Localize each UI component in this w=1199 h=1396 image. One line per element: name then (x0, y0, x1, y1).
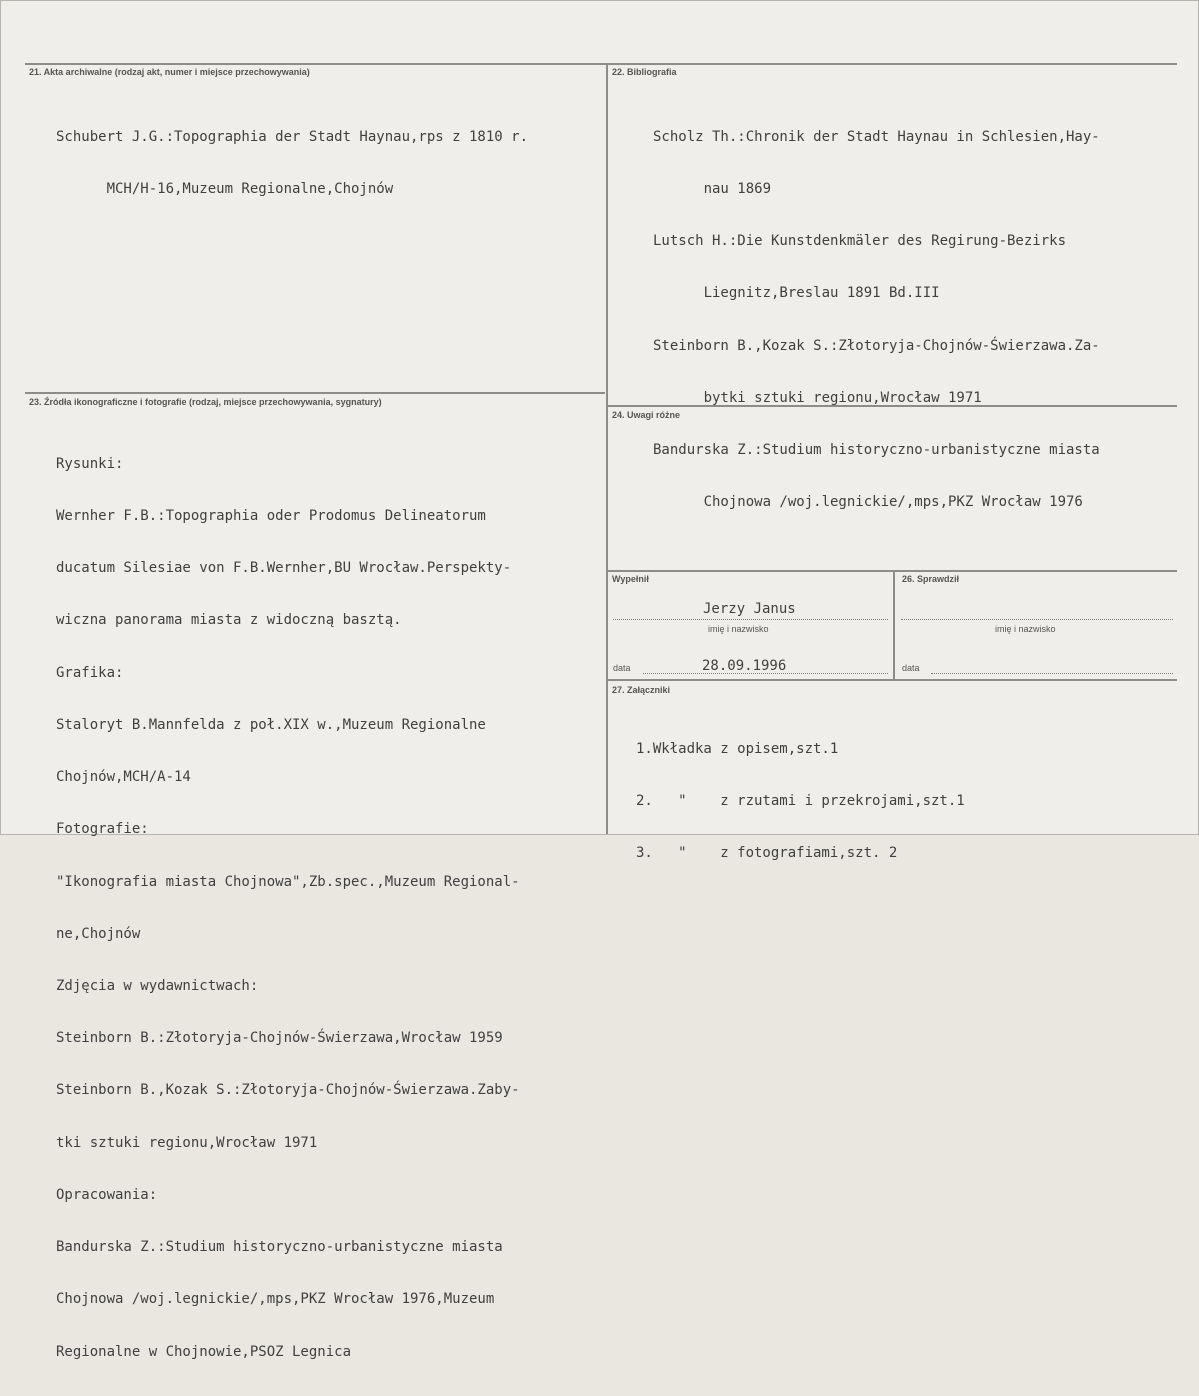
text-line: Steinborn B.,Kozak S.:Złotoryja-Chojnów-Świerzawa.Za- (653, 337, 1100, 354)
text-line: MCH/H-16,Muzeum Regionalne,Chojnów (56, 181, 394, 198)
text-line: Staloryt B.Mannfelda z poł.XIX w.,Muzeum Regionalne (56, 716, 486, 733)
section-21-header: 21. Akta archiwalne (rodzaj akt, numer i miejsce przechowywania) (29, 67, 310, 77)
text-line: tki sztuki regionu,Wrocław 1971 (56, 1134, 318, 1151)
text-line: nau 1869 (653, 181, 772, 198)
name-caption: imię i nazwisko (995, 624, 1056, 634)
text-line: ne,Chojnów (56, 925, 141, 942)
text-line: Opracowania: (56, 1186, 158, 1203)
text-line: Liegnitz,Breslau 1891 Bd.III (653, 285, 940, 302)
divider-25-27 (608, 679, 1177, 681)
date-label: data (613, 663, 631, 673)
section-21-text (56, 94, 528, 233)
date-label: data (902, 663, 920, 673)
center-divider (606, 63, 608, 834)
section-27-header: 27. Załączniki (612, 685, 671, 695)
text-line: Lutsch H.:Die Kunstdenkmäler des Regirung-Bezirks (653, 233, 1067, 250)
text-line: ducatum Silesiae von F.B.Wernher,BU Wrocław.Perspekty- (56, 560, 512, 577)
section-25-header: Wypełnił (612, 574, 649, 584)
section-22-text (653, 94, 1100, 547)
top-rule (25, 63, 1177, 65)
text-line: 1.Wkładka z opisem,szt.1 (636, 740, 839, 757)
text-line: Wernher F.B.:Topographia oder Prodomus Delineatorum (56, 508, 486, 525)
text-line: Steinborn B.:Złotoryja-Chojnów-Świerzawa,Wrocław 1959 (56, 1030, 503, 1047)
divider-21-23 (25, 392, 605, 394)
text-line: Zdjęcia w wydawnictwach: (56, 978, 259, 994)
divider-25-26 (893, 570, 895, 679)
text-line: Regionalne w Chojnowie,PSOZ Legnica (56, 1343, 352, 1360)
section-24-header: 24. Uwagi różne (612, 410, 681, 420)
name-line (901, 619, 1173, 620)
text-line: Fotografie: (56, 821, 149, 838)
section-26-header: 26. Sprawdził (902, 574, 960, 584)
text-line: Bandurska Z.:Studium historyczno-urbanistyczne miasta (56, 1239, 503, 1256)
text-line: Chojnowa /woj.legnickie/,mps,PKZ Wrocław 1976,Muzeum (56, 1291, 495, 1308)
section-27-text (636, 706, 965, 897)
section-23-header: 23. Źródła ikonograficzne i fotografie (rodzaj, miejsce przechowywania, sygnatury) (29, 397, 382, 407)
text-line: Rysunki: (56, 455, 124, 472)
text-line: Chojnowa /woj.legnickie/,mps,PKZ Wrocław 1976 (653, 494, 1083, 511)
text-line: 2. " z rzutami i przekrojami,szt.1 (636, 793, 965, 810)
text-line: 3. " z fotografiami,szt. 2 (636, 845, 898, 862)
name-line (613, 619, 888, 620)
section-22-header: 22. Bibliografia (612, 67, 677, 77)
date-line (931, 673, 1173, 674)
text-line: Chojnów,MCH/A-14 (56, 769, 191, 786)
text-line: bytki sztuki regionu,Wrocław 1971 (653, 389, 982, 406)
text-line: Bandurska Z.:Studium historyczno-urbanistyczne miasta (653, 442, 1100, 459)
text-line: "Ikonografia miasta Chojnowa",Zb.spec.,Muzeum Regional- (56, 873, 520, 890)
text-line: Grafika: (56, 664, 124, 681)
filled-by-name: Jerzy Janus (703, 601, 796, 617)
text-line: Schubert J.G.:Topographia der Stadt Haynau,rps z 1810 r. (56, 128, 529, 145)
section-23-text (56, 421, 520, 1396)
text-line: wiczna panorama miasta z widoczną basztą. (56, 612, 402, 629)
text-line: Scholz Th.:Chronik der Stadt Haynau in Schlesien,Hay- (653, 128, 1100, 145)
filled-date: 28.09.1996 (702, 658, 787, 674)
name-caption: imię i nazwisko (708, 624, 769, 634)
text-line: Steinborn B.,Kozak S.:Złotoryja-Chojnów-Świerzawa.Zaby- (56, 1082, 520, 1099)
